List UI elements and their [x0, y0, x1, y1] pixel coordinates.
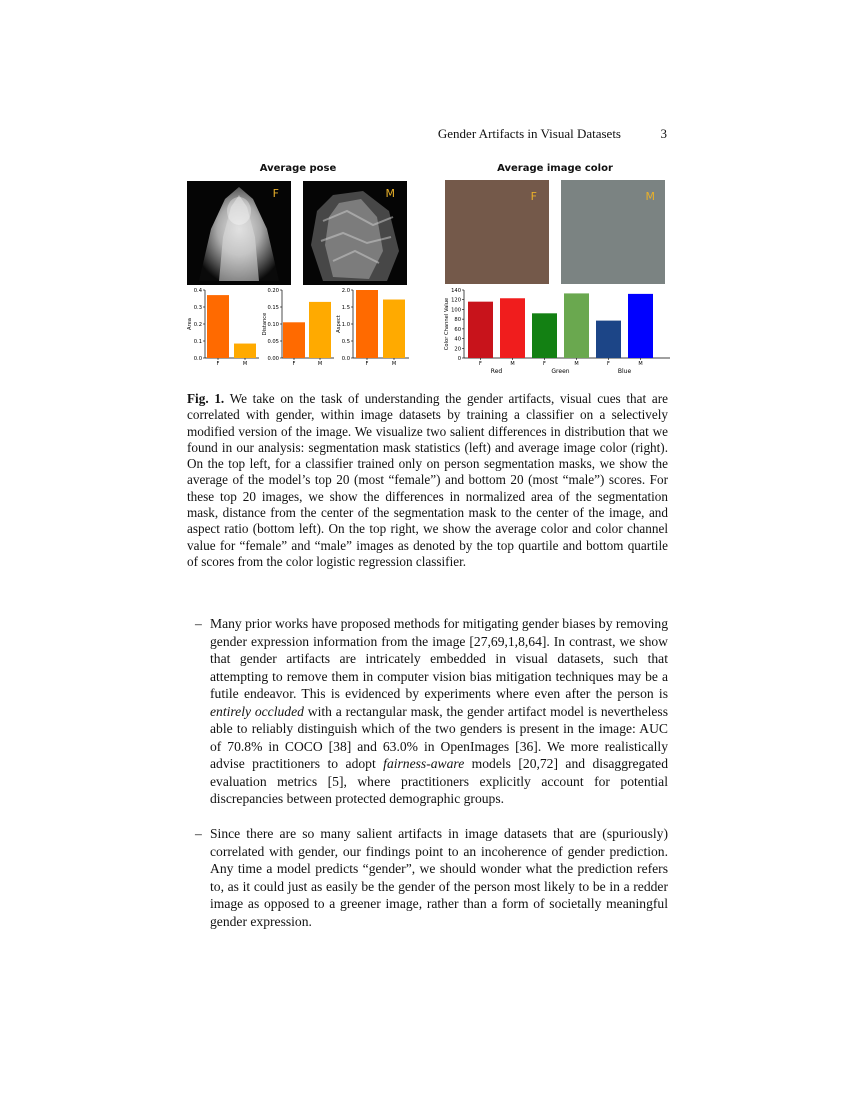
male-label: M: [385, 187, 395, 200]
bar: [207, 295, 229, 358]
bullet-text-part: Many prior works have proposed methods for mitigating gender biases by removing gender expression information from the image [27,69,1,8,64]. In contrast, we show that gender artifacts are intricately embedded in visual datasets, such that attempting to remove them in computer vision bias mitigation techniques may be a futile endeavor. This is evidenced by experiments where even after the person is: [210, 616, 668, 701]
caption-text: We take on the task of understanding the gender artifacts, visual cues that are correlated with gender, within image datasets by training a classifier on a selectively modified version of the image. We visualize two salient differences in distribution that we found in our analysis: segmentation mask statistics (left) and average image color (right). On the top left, for a classifier trained only on person segmentation masks, we show the average of the model’s top 20 (most “female”) and bottom 20 (most “male”) scores. For these top 20 images, we show the differences in normalized area of the segmentation mask, distance from the center of the segmentation mask to the center of the image, and aspect ratio (bottom left). On the top right, we show the average color and color channel value for “female” and “male” images as denoted by the top quartile and bottom quartile of scores from the color logistic regression classifier.: [187, 391, 668, 569]
x-tick-label: F: [607, 361, 610, 367]
female-label: F: [530, 190, 537, 203]
y-tick-label: 0.20: [267, 288, 279, 294]
y-tick-label: 60: [454, 326, 461, 333]
bar: [628, 294, 653, 358]
y-tick-label: 1.5: [341, 305, 350, 311]
page-number: 3: [660, 126, 667, 141]
running-head: [187, 126, 667, 142]
running-head-title: Gender Artifacts in Visual Datasets: [437, 126, 621, 141]
bullet-text-part: with a rectangular mask, the gender artifact model is nevertheless able to reliably distinguish which of the two genders is present in the image: AUC of 70.8% in COCO [38] and 63.0% in OpenImages [36]. We more realistically advise practitioners to adopt: [210, 703, 668, 771]
aspect-bar-chart: [337, 286, 411, 370]
female-label: F: [272, 187, 279, 200]
emphasis-text: entirely occluded: [210, 703, 304, 719]
x-tick-label: M: [638, 361, 643, 367]
y-tick-label: 140: [451, 288, 461, 294]
x-tick-label: M: [317, 361, 323, 367]
bar: [500, 298, 525, 358]
x-tick-label: F: [216, 361, 220, 367]
y-tick-label: 20: [454, 346, 461, 353]
figure-caption: [187, 391, 668, 570]
y-tick-label: 0.05: [267, 339, 279, 345]
x-tick-label: M: [391, 361, 397, 367]
y-tick-label: 0.5: [341, 339, 350, 345]
bar: [356, 290, 378, 358]
group-label: Blue: [617, 368, 632, 375]
y-tick-label: 1.0: [341, 322, 350, 328]
y-tick-label: 0.10: [267, 322, 279, 328]
x-tick-label: F: [479, 361, 482, 367]
average-color-title: Average image color: [497, 163, 613, 174]
bar: [532, 313, 557, 358]
y-tick-label: 100: [451, 307, 461, 314]
bar: [383, 300, 405, 358]
distance-bar-chart: [262, 286, 336, 370]
y-axis-label: Aspect: [336, 315, 342, 333]
average-pose-title: Average pose: [259, 163, 337, 174]
y-tick-label: 40: [454, 336, 461, 343]
y-tick-label: 0: [457, 356, 461, 362]
bar: [564, 293, 589, 358]
bar: [234, 344, 256, 358]
bar: [283, 322, 305, 358]
bullet-dash: –: [195, 616, 202, 631]
group-label: Red: [490, 368, 503, 375]
bullet-dash: –: [195, 826, 202, 841]
color-channel-bar-chart: [440, 286, 670, 380]
y-tick-label: 120: [451, 297, 461, 304]
male-label: M: [645, 190, 655, 203]
bar: [309, 302, 331, 358]
y-axis-label: Color Channel Value: [444, 297, 450, 351]
x-tick-label: F: [543, 361, 546, 367]
x-tick-label: M: [574, 361, 579, 367]
bullet-text: [210, 615, 668, 808]
average-pose-female-image: [187, 181, 291, 285]
bullet-text-part: models [20,72] and disaggregated evaluation metrics [5], where practitioners explicitly account for potential discrepancies between protected demographic groups.: [210, 756, 668, 806]
bar: [596, 321, 621, 358]
average-color-female-swatch: [445, 180, 549, 284]
group-label: Green: [551, 368, 570, 375]
y-tick-label: 0.0: [341, 356, 350, 362]
y-tick-label: 0.3: [193, 305, 202, 311]
y-tick-label: 80: [454, 317, 461, 324]
x-tick-label: F: [365, 361, 369, 367]
y-tick-label: 0.0: [193, 356, 202, 362]
area-bar-chart: [187, 286, 261, 370]
average-color-male-swatch: [561, 180, 665, 284]
bullet-text: Since there are so many salient artifacts in image datasets that are (spuriously) correlated with gender, our findings point to an incoherence of gender prediction. Any time a model predicts “gender”, we should wonder what the prediction refers to, as it could just as easily be the gender of the person most likely to be in a redder image as opposed to a greener image, rather than a form of societally meaningful gender expression.: [210, 826, 668, 929]
y-axis-label: Area: [187, 318, 193, 330]
y-axis-label: Distance: [262, 312, 268, 336]
average-pose-male-image: [303, 181, 407, 285]
y-tick-label: 0.2: [193, 322, 202, 328]
emphasis-text: fairness-aware: [383, 756, 465, 771]
x-tick-label: M: [510, 361, 515, 367]
figure-label: Fig. 1.: [187, 391, 225, 406]
y-tick-label: 0.4: [193, 288, 202, 294]
bar: [468, 302, 493, 358]
y-tick-label: 0.00: [267, 356, 279, 362]
y-tick-label: 2.0: [341, 288, 350, 294]
x-tick-label: M: [242, 361, 248, 367]
x-tick-label: F: [292, 361, 296, 367]
y-tick-label: 0.1: [193, 339, 202, 345]
y-tick-label: 0.15: [267, 305, 279, 311]
